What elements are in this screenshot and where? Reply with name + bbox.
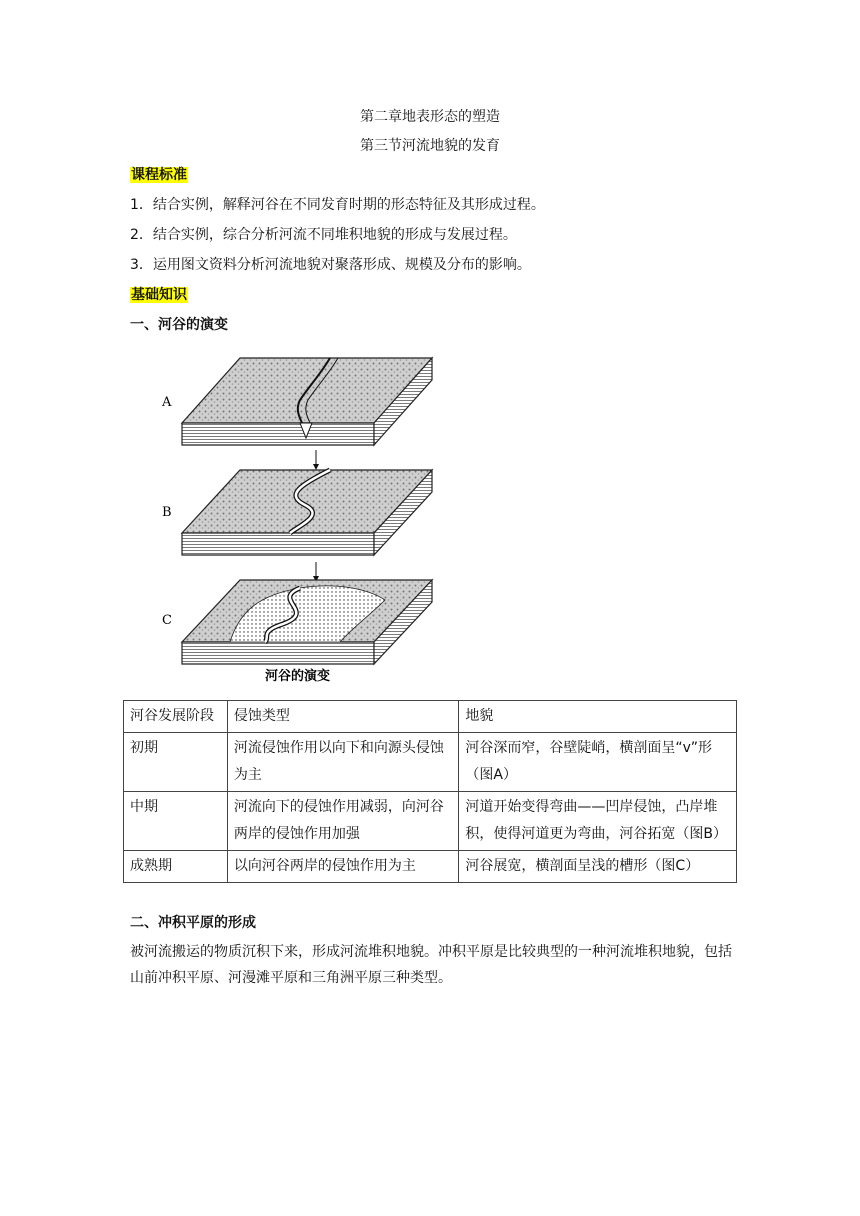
chapter-title: 第二章地表形态的塑造 [360,109,500,125]
table-row [124,792,737,851]
standard-item-1: 1．结合实例，解释河谷在不同发育时期的形态特征及其形成过程。 [130,197,545,213]
course-standard-heading [130,164,188,184]
figure-label-c: C [162,613,172,628]
table-row [124,733,737,792]
valley-stages-table [123,700,737,883]
table-header-row [124,701,737,733]
standard-item-3: 3．运用图文资料分析河流地貌对聚落形成、规模及分布的影响。 [130,257,531,273]
block-a [182,358,432,445]
basic-knowledge-label: 基础知识 [131,287,187,303]
block-b [182,470,432,555]
table-header-cell: 地貌 [459,701,737,733]
figure-caption: 河谷的演变 [265,669,331,684]
table-cell: 中期 [124,792,228,851]
valley-evolution-figure [150,350,450,690]
table-cell: 河流侵蚀作用以向下和向源头侵蚀为主 [227,733,459,792]
table-cell: 河谷深而窄，谷壁陡峭，横剖面呈“v”形（图A） [459,733,737,792]
course-standard-label: 课程标准 [131,167,187,183]
table-cell: 以向河谷两岸的侵蚀作用为主 [227,851,459,883]
table-cell: 河道开始变得弯曲——凹岸侵蚀，凸岸堆积，使得河道更为弯曲，河谷拓宽（图B） [459,792,737,851]
section2-heading: 二、冲积平原的形成 [130,915,256,931]
table-cell: 河流向下的侵蚀作用减弱，向河谷两岸的侵蚀作用加强 [227,792,459,851]
table-cell: 成熟期 [124,851,228,883]
table-header-cell: 河谷发展阶段 [124,701,228,733]
figure-label-a: A [162,395,172,410]
table-cell: 初期 [124,733,228,792]
section1-heading: 一、河谷的演变 [130,317,228,333]
figure-label-b: B [162,505,172,520]
table-row [124,851,737,883]
table-cell: 河谷展宽，横剖面呈浅的槽形（图C） [459,851,737,883]
section2-paragraph: 被河流搬运的物质沉积下来，形成河流堆积地貌。冲积平原是比较典型的一种河流堆积地貌，包括山前冲积平原、河漫滩平原和三角洲平原三种类型。 [130,944,732,986]
basic-knowledge-heading [130,284,188,304]
standard-item-2: 2．结合实例，综合分析河流不同堆积地貌的形成与发展过程。 [130,227,517,243]
valley-evolution-illustration [150,350,450,690]
section-title: 第三节河流地貌的发育 [360,138,500,154]
table-header-cell: 侵蚀类型 [227,701,459,733]
block-c [182,580,432,664]
